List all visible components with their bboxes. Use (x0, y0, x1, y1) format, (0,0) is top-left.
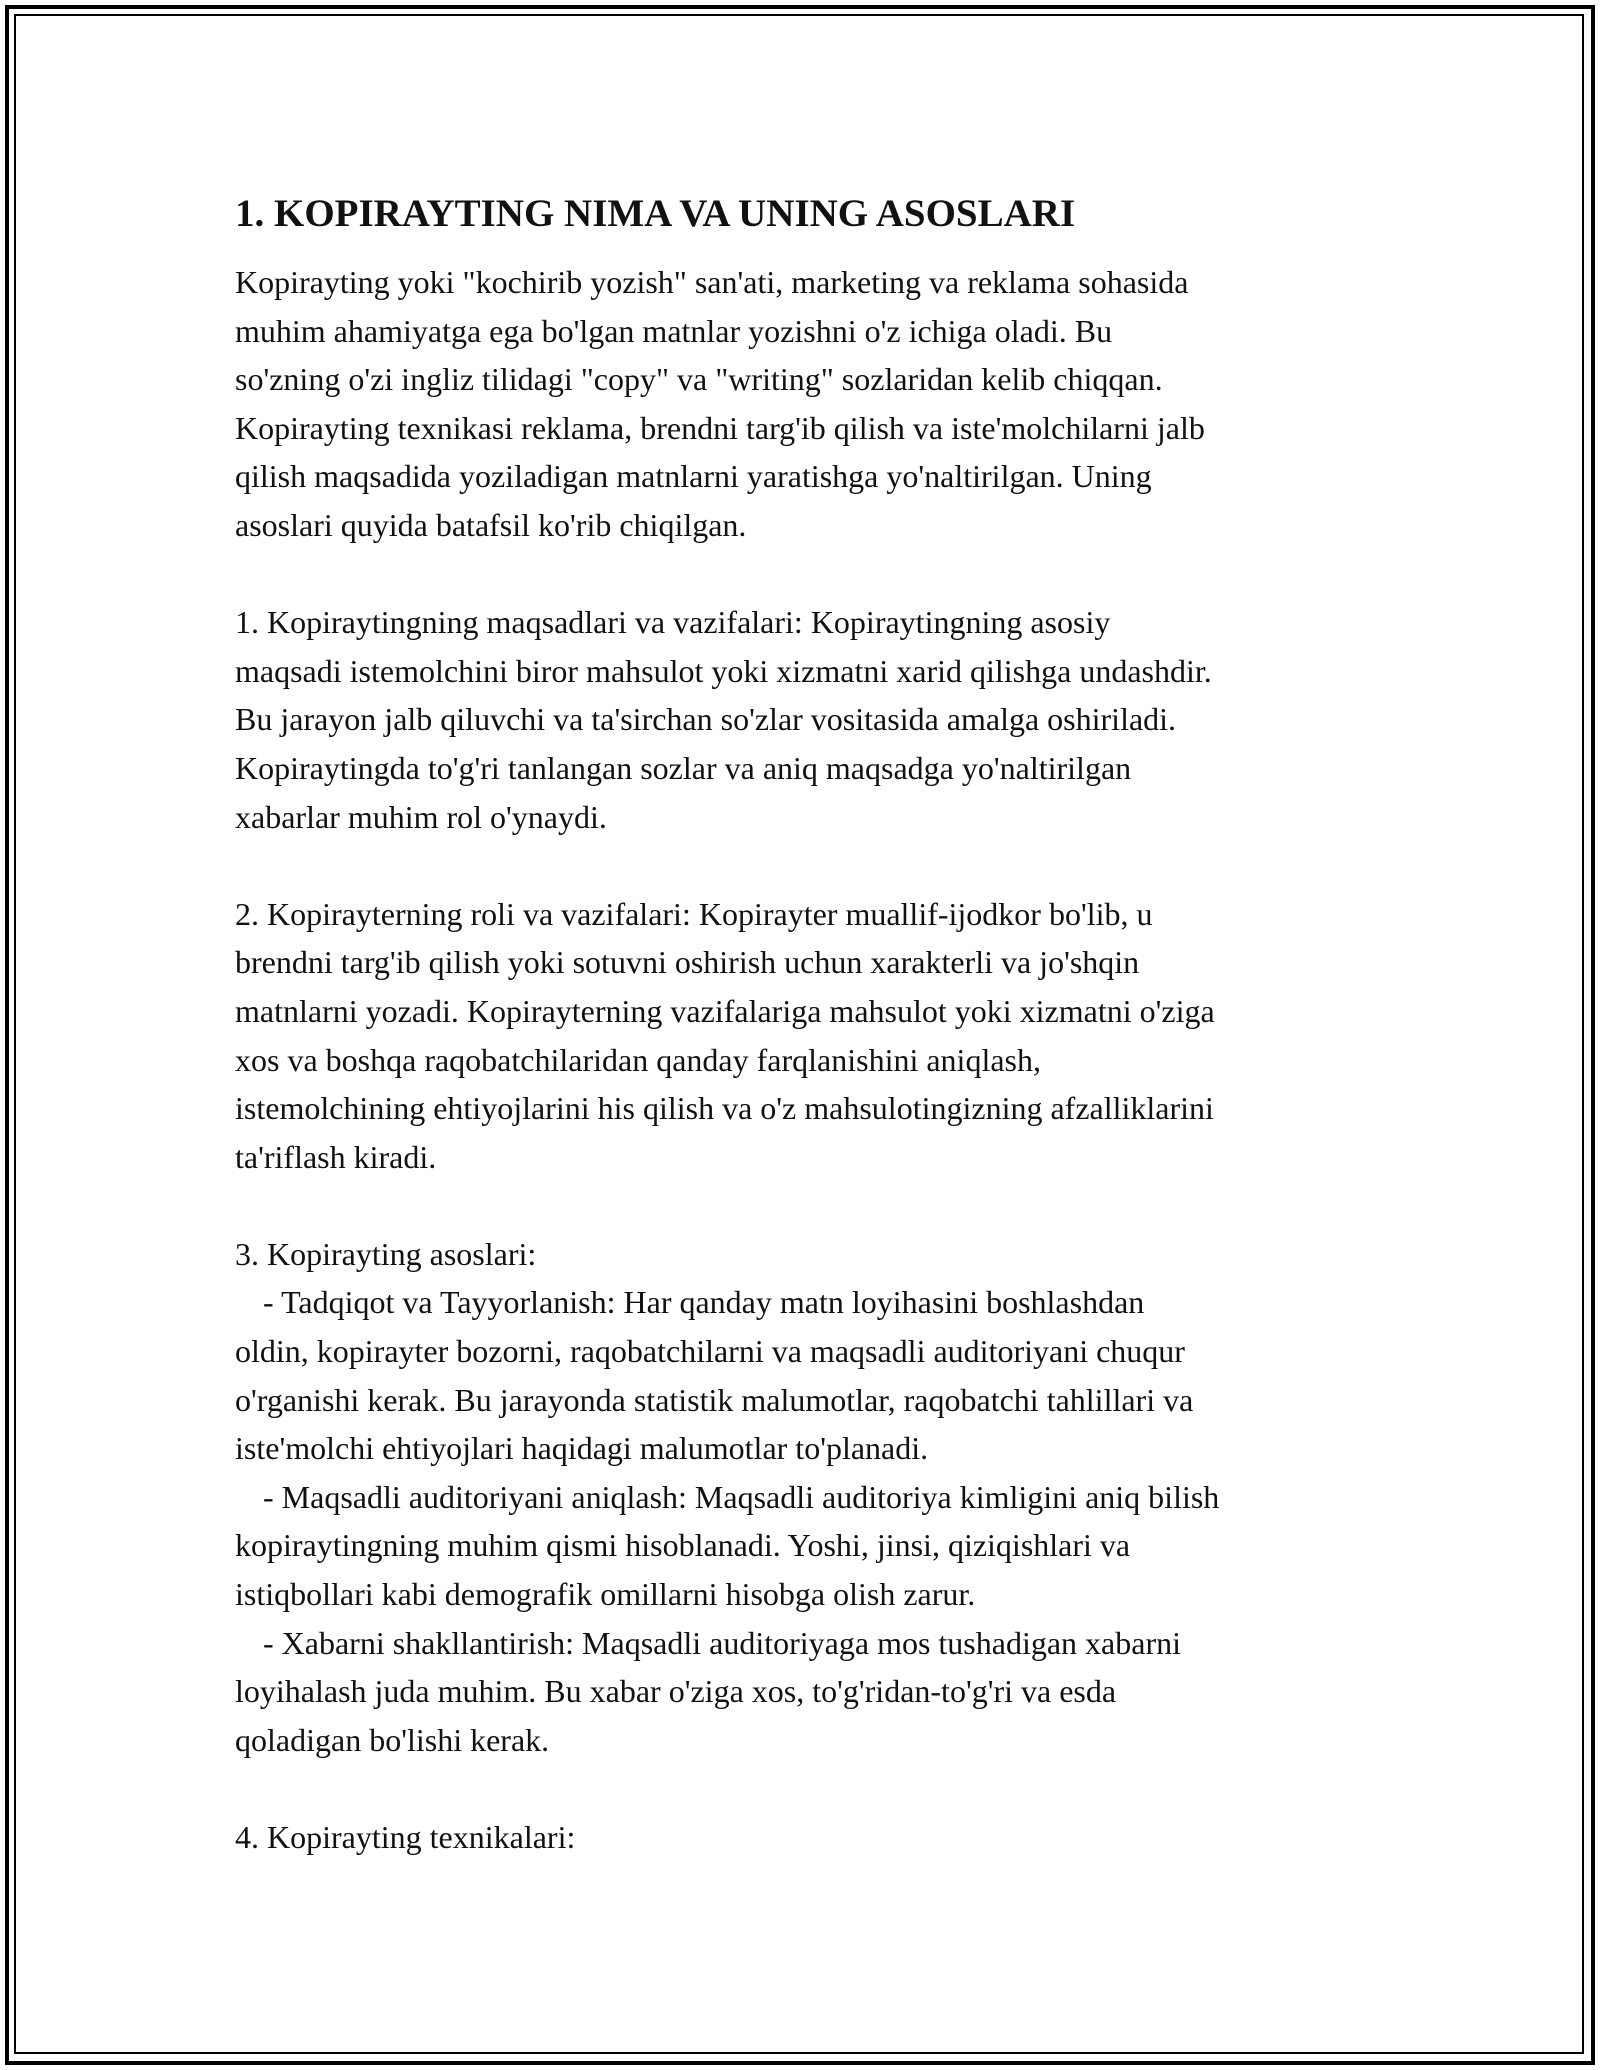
intro-paragraph: Kopirayting yoki "kochirib yozish" san'ati, marketing va reklama sohasida muhim ahamiyatga ega bo'lgan matnlar yozishni o'z ichiga oladi. Bu so'zning o'zi ingliz tilidagi "copy" va "writing" sozlaridan kelib chiqqan. Kopirayting texnikasi reklama, brendni targ'ib qilish va iste'molchilarni jalb qilish maqsadida yoziladigan matnlarni yaratishga yo'naltirilgan. Uning asoslari quyida batafsil ko'rib chiqilgan. (235, 264, 1205, 543)
paragraph-gap (235, 841, 1375, 890)
section-4-heading: 4. Kopirayting texnikalari: (235, 1819, 576, 1855)
paragraph-gap (235, 1764, 1375, 1813)
document-title: 1. KOPIRAYTING NIMA VA UNING ASOSLARI (235, 192, 1076, 235)
section-3-item-message: - Xabarni shakllantirish: Maqsadli auditoriyaga mos tushadigan xabarni loyihalash juda muhim. Bu xabar o'ziga xos, to'g'ridan-to'g'ri va esda qoladigan bo'lishi kerak. (235, 1624, 1181, 1758)
paragraph-gap (235, 550, 1375, 599)
document-body (235, 188, 1375, 1862)
section-1-paragraph: 1. Kopiraytingning maqsadlari va vazifalari: Kopiraytingning asosiy maqsadi istemolchini biror mahsulot yoki xizmatni xarid qilishga undashdir. Bu jarayon jalb qiluvchi va ta'sirchan so'zlar vositasida amalga oshiriladi. Kopiraytingda to'g'ri tanlangan sozlar va aniq maqsadga yo'naltirilgan xabarlar muhim rol o'ynaydi. (235, 604, 1212, 835)
section-3-item-research: - Tadqiqot va Tayyorlanish: Har qanday matn loyihasini boshlashdan oldin, kopirayter bozorni, raqobatchilarni va maqsadli auditoriyani chuqur o'rganishi kerak. Bu jarayonda statistik malumotlar, raqobatchi tahlillari va iste'molchi ehtiyojlari haqidagi malumotlar to'planadi. (235, 1284, 1194, 1467)
section-3-item-audience: - Maqsadli auditoriyani aniqlash: Maqsadli auditoriya kimligini aniq bilish kopiraytingning muhim qismi hisoblanadi. Yoshi, jinsi, qiziqishlari va istiqbollari kabi demografik omillarni hisobga olish zarur. (235, 1478, 1220, 1613)
section-2-paragraph: 2. Kopirayterning roli va vazifalari: Kopirayter muallif-ijodkor bo'lib, u brendni targ'ib qilish yoki sotuvni oshirish uchun xarakterli va jo'shqin matnlarni yozadi. Kopirayterning vazifalariga mahsulot yoki xizmatni o'ziga xos va boshqa raqobatchilaridan qanday farqlanishini aniqlash, istemolchining ehtiyojlarini his qilish va o'z mahsulotingizning afzalliklarini ta'riflash kiradi. (235, 895, 1215, 1175)
section-3-heading: 3. Kopirayting asoslari: (235, 1235, 537, 1272)
paragraph-gap (235, 1181, 1375, 1230)
